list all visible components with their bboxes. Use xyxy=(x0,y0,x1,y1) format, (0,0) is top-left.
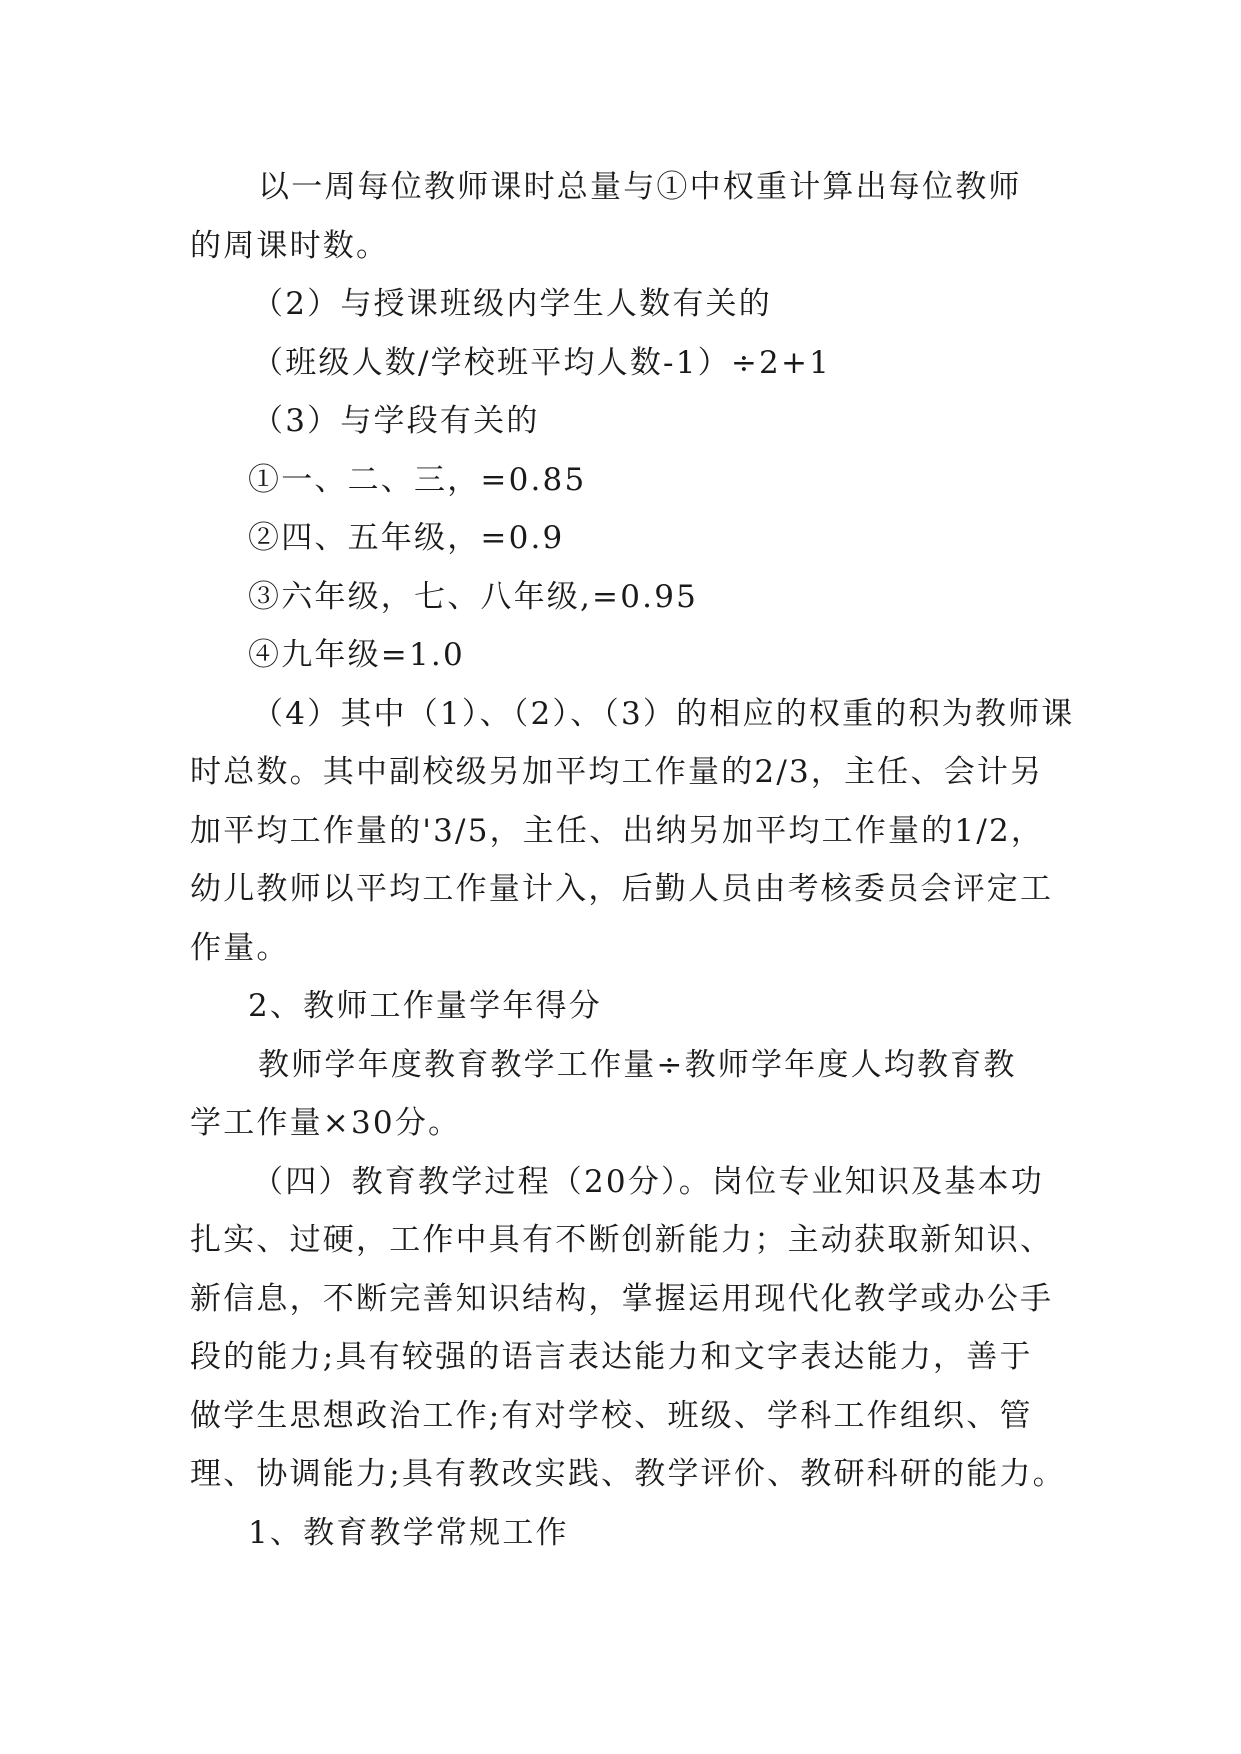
paragraph-line: 时总数。其中副校级另加平均工作量的2/3，主任、会计另 xyxy=(190,754,1044,790)
paragraph-line: 加平均工作量的'3/5，主任、出纳另加平均工作量的1/2， xyxy=(190,812,1045,849)
paragraph-line: （4）其中（1）、（2）、（3）的相应的权重的积为教师课 xyxy=(252,695,1075,732)
paragraph-line: 以一周每位教师课时总量与①中权重计算出每位教师 xyxy=(258,169,1022,205)
paragraph-line: 幼儿教师以平均工作量计入，后勤人员由考核委员会评定工 xyxy=(190,871,1054,907)
section-heading: 1、教育教学常规工作 xyxy=(248,1514,569,1551)
list-item: ①一、二、三，=0.85 xyxy=(248,461,587,498)
list-item: ④九年级=1.0 xyxy=(248,637,465,673)
paragraph-line: 新信息，不断完善知识结构，掌握运用现代化教学或办公手 xyxy=(190,1280,1054,1317)
paragraph-line: 教师学年度教育教学工作量÷教师学年度人均教育教 xyxy=(258,1046,1017,1083)
section-heading: （四）教育教学过程（20分）。岗位专业知识及基本功 xyxy=(252,1163,1044,1200)
paragraph-line: 扎实、过硬，工作中具有不断创新能力；主动获取新知识、 xyxy=(190,1222,1054,1258)
section-heading: 2、教师工作量学年得分 xyxy=(248,988,602,1024)
paragraph-line: 的周课时数。 xyxy=(190,227,390,264)
paragraph-line: 作量。 xyxy=(190,929,290,966)
document-body xyxy=(190,158,1075,1562)
paragraph-line: 段的能力;具有较强的语言表达能力和文字表达能力，善于 xyxy=(190,1339,1033,1375)
list-item: ③六年级，七、八年级,=0.95 xyxy=(248,578,699,615)
formula-line: （班级人数/学校班平均人数-1）÷2+1 xyxy=(252,344,832,381)
paragraph-line: （3）与学段有关的 xyxy=(252,403,540,439)
list-item: ②四、五年级，=0.9 xyxy=(248,520,565,556)
paragraph-line: 学工作量×30分。 xyxy=(190,1105,462,1141)
paragraph-line: 做学生思想政治工作;有对学校、班级、学科工作组织、管 xyxy=(190,1397,1033,1434)
paragraph-line: 理、协调能力;具有教改实践、教学评价、教研科研的能力。 xyxy=(190,1456,1066,1492)
paragraph-line: （2）与授课班级内学生人数有关的 xyxy=(252,286,772,322)
